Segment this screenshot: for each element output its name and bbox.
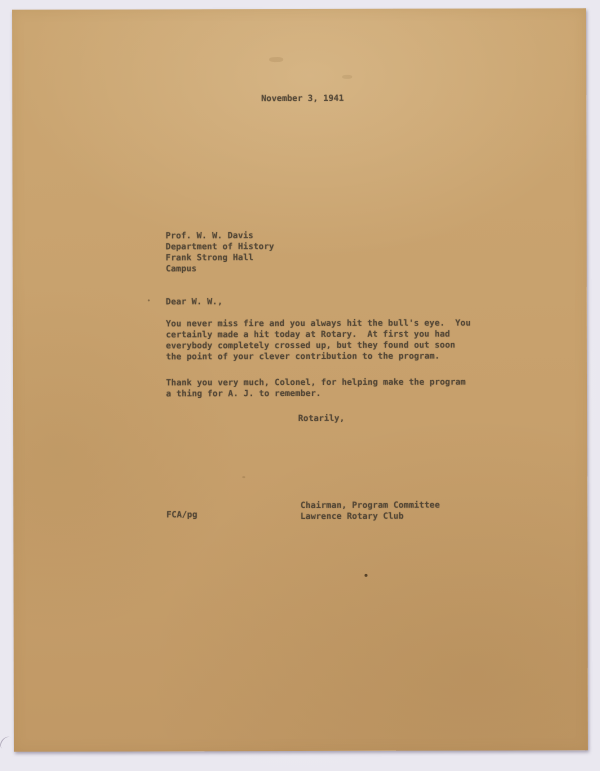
salutation: Dear W. W., [165, 297, 223, 308]
complimentary-closing: Rotarily, [298, 413, 345, 425]
letter-paper [12, 8, 588, 752]
signer-title: Chairman, Program Committee [300, 500, 440, 511]
paragraph-2-line: Thank you very much, Colonel, for helping make the program [165, 377, 466, 389]
recipient-address-block [166, 231, 275, 275]
recipient-campus: Campus [165, 264, 197, 275]
letter-date: November 3, 1941 [261, 93, 344, 105]
scan-artifact-mark [0, 734, 15, 752]
paper-speck [365, 574, 368, 577]
paper-smudge [342, 75, 352, 79]
paragraph-1-line: You never miss fire and you always hit the bull's eye. You [165, 318, 471, 330]
typist-initials: FCA/pg [166, 510, 198, 521]
paragraph-1-line: certainly made a hit today at Rotary. At first you had [165, 329, 451, 341]
recipient-building: Frank Strong Hall [165, 253, 254, 264]
paper-smudge [269, 57, 283, 62]
paper-speck [242, 476, 245, 478]
paper-speck [148, 299, 150, 301]
paragraph-1-line: everybody completely crossed up, but they found out soon [165, 340, 456, 352]
signer-organization: Lawrence Rotary Club [300, 511, 404, 522]
paragraph-2-line: a thing for A. J. to remember. [166, 388, 322, 400]
recipient-name: Prof. W. W. Davis [165, 231, 254, 242]
paragraph-1-line: the point of your clever contribution to the program. [165, 351, 440, 363]
body-paragraph-2 [166, 378, 466, 401]
recipient-department: Department of History [165, 242, 275, 253]
body-paragraph-1 [166, 319, 471, 364]
signature-block [300, 501, 440, 523]
